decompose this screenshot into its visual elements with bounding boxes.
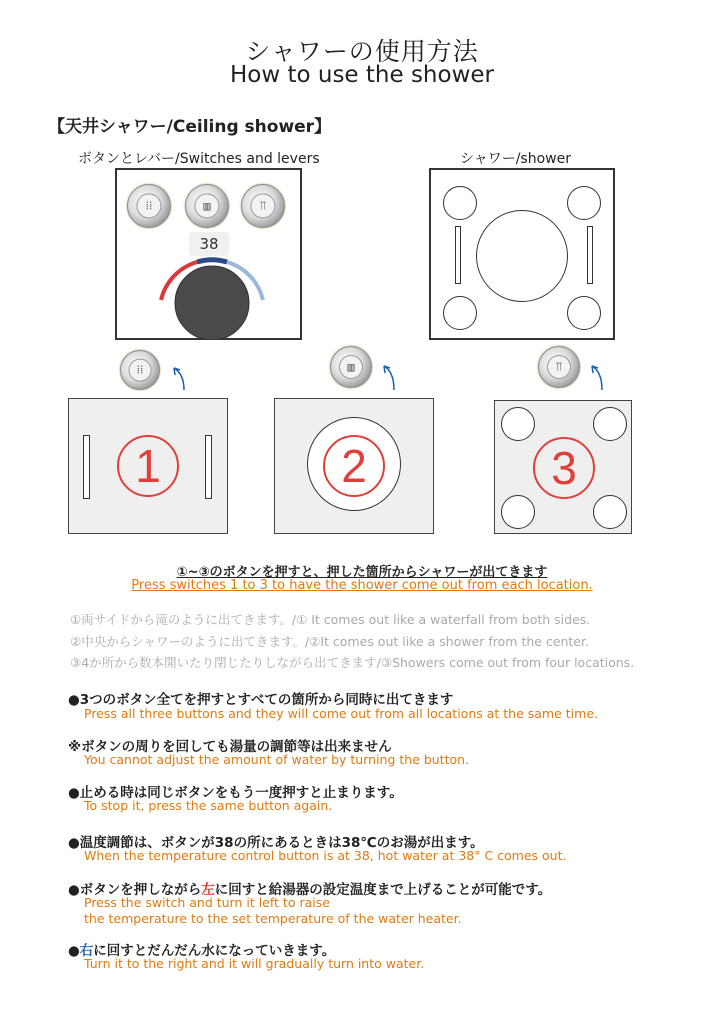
instruction-3-en: To stop it, press the same button again.: [84, 798, 333, 813]
instruction-5-jp: ●ボタンを押しながら左に回すと給湯器の設定温度まで上げることが可能です。: [68, 882, 552, 898]
bullet: ※: [68, 739, 82, 755]
corner-jet: [567, 186, 601, 220]
switch-2-button[interactable]: [185, 184, 229, 228]
rain-shower-icon: ▥: [347, 360, 355, 374]
instruction-1-en: Press all three buttons and they will come out from all locations at the same time.: [84, 706, 598, 721]
center-shower-head: [476, 210, 568, 302]
instruction-4-en: When the temperature control button is at 38, hot water at 38° C comes out.: [84, 848, 567, 863]
bullet: ●: [68, 835, 80, 851]
bullet: ●: [68, 785, 80, 801]
corner-jet: [593, 495, 627, 529]
mode-2-diagram: [274, 398, 434, 534]
temperature-dial[interactable]: [147, 240, 277, 340]
instruction-1-jp: ●3つのボタン全てを押すとすべての箇所から同時に出てきます: [68, 692, 454, 708]
instruction-4-jp: ●温度調節は、ボタンが38の所にあるときは38℃のお湯が出ます。: [68, 835, 484, 851]
page-title-jp: シャワーの使用方法: [245, 37, 479, 66]
corner-jet: [443, 296, 477, 330]
instruction-6-en: Turn it to the right and it will gradually turn into water.: [84, 956, 425, 971]
mode-3-diagram: [494, 400, 632, 534]
instruction-5-en-line2: the temperature to the set temperature of the water heater.: [84, 911, 462, 926]
corner-jet: [567, 296, 601, 330]
instruction-2-en: You cannot adjust the amount of water by turning the button.: [84, 752, 470, 767]
side-waterfall-outlet: [83, 435, 90, 499]
bullet: ●: [68, 943, 80, 959]
mode-1-description: ①両サイドから滝のように出てきます。/① It comes out like a waterfall from both sides.: [70, 612, 591, 627]
left-direction-word: 左: [201, 882, 215, 898]
notice-jp: ①~③のボタンを押すと、押した箇所からシャワーが出てきます: [176, 565, 548, 580]
switch-1-icon: [120, 350, 160, 390]
temperature-readout: 38: [189, 232, 229, 256]
bullet: ●: [68, 692, 80, 708]
switch-2-icon: [330, 346, 372, 388]
section-heading: 【天井シャワー/Ceiling shower】: [48, 117, 332, 137]
control-panel: [115, 168, 302, 340]
bullet: ●: [68, 882, 80, 898]
shower-layout-diagram: [429, 168, 615, 340]
four-jet-icon: ⫪: [259, 198, 267, 213]
switch-1-button[interactable]: [127, 184, 171, 228]
four-jet-icon: ⫪: [555, 359, 563, 374]
instruction-5-en-line1: Press the switch and turn it left to raise: [84, 895, 330, 910]
instruction-2-jp: ※ボタンの周りを回しても湯量の調節等は出来ません: [68, 739, 392, 755]
mode-3-description: ③4か所から数本開いたり閉じたりしながら出てきます/③Showers come out from four locations.: [70, 655, 635, 670]
arrow-icon: [376, 358, 404, 392]
instruction-3-jp: ●止める時は同じボタンをもう一度押すと止まります。: [68, 785, 403, 801]
arrow-icon: [584, 358, 612, 392]
waterfall-icon: ⁞⁞: [136, 362, 144, 377]
corner-jet: [443, 186, 477, 220]
shower-caption: シャワー/shower: [460, 151, 571, 167]
side-waterfall-outlet: [455, 226, 461, 284]
switch-3-button[interactable]: [241, 184, 285, 228]
corner-jet: [593, 407, 627, 441]
mode-2-number: 2: [323, 435, 385, 497]
side-waterfall-outlet: [587, 226, 593, 284]
mode-1-diagram: [68, 398, 228, 534]
mode-3-number: 3: [533, 437, 595, 499]
arrow-icon: [166, 360, 194, 392]
rain-shower-icon: ▥: [203, 199, 211, 213]
page-title-en: How to use the shower: [229, 62, 495, 88]
corner-jet: [501, 407, 535, 441]
corner-jet: [501, 495, 535, 529]
switch-3-icon: [538, 346, 580, 388]
side-waterfall-outlet: [205, 435, 212, 499]
waterfall-icon: ⁞⁞: [145, 198, 153, 213]
mode-1-number: 1: [117, 435, 179, 497]
switches-caption: ボタンとレバー/Switches and levers: [78, 151, 320, 167]
mode-2-description: ②中央からシャワーのように出てきます。/②It comes out like a shower from the center.: [70, 634, 589, 649]
right-direction-word: 右: [79, 943, 94, 959]
notice-en: Press switches 1 to 3 to have the shower come out from each location.: [131, 578, 593, 593]
instruction-6-jp: ●右に回すとだんだん水になっていきます。: [68, 943, 336, 959]
